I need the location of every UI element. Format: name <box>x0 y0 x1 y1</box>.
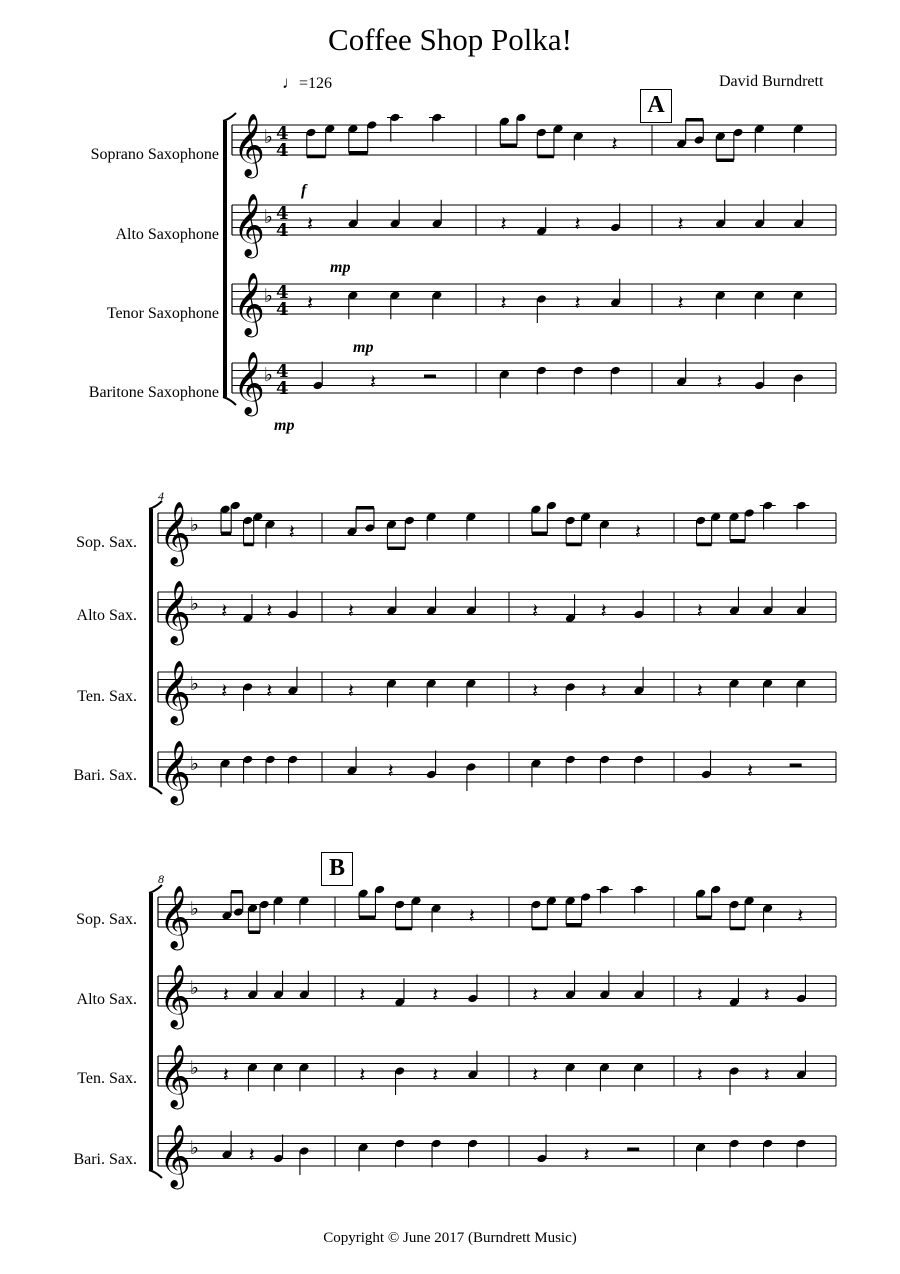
treble-clef-icon: 𝄞 <box>159 964 191 1027</box>
key-signature-flat-icon: ♭ <box>264 206 273 228</box>
dynamic-marking: f <box>301 182 307 199</box>
instrument-name-tenor: Ten. Sax. <box>77 1070 137 1087</box>
time-signature-bottom: 4 <box>276 220 289 241</box>
key-signature-flat-icon: ♭ <box>190 593 199 615</box>
quarter-rest-icon: 𝄽 <box>248 1142 255 1167</box>
quarter-rest-icon: 𝄽 <box>359 982 366 1007</box>
treble-clef-icon: 𝄞 <box>159 580 191 643</box>
key-signature-flat-icon: ♭ <box>190 514 199 536</box>
quarter-rest-icon: 𝄽 <box>634 519 641 544</box>
key-signature-flat-icon: ♭ <box>190 898 199 920</box>
treble-clef-icon: 𝄞 <box>159 1124 191 1187</box>
measure-number: 8 <box>158 872 164 886</box>
quarter-rest-icon: 𝄽 <box>432 1062 439 1087</box>
quarter-rest-icon: 𝄽 <box>574 290 581 315</box>
dynamic-marking: mp <box>353 339 374 356</box>
quarter-rest-icon: 𝄽 <box>500 290 507 315</box>
quarter-rest-icon: 𝄽 <box>677 211 684 236</box>
quarter-rest-icon: 𝄽 <box>222 982 229 1007</box>
quarter-rest-icon: 𝄽 <box>532 598 539 623</box>
quarter-rest-icon: 𝄽 <box>347 678 354 703</box>
rehearsal-mark-b: B <box>321 852 353 886</box>
quarter-rest-icon: 𝄽 <box>532 982 539 1007</box>
treble-clef-icon: 𝄞 <box>159 1044 191 1107</box>
half-rest-icon <box>424 375 436 379</box>
instrument-name-alto: Alto Sax. <box>76 607 137 624</box>
quarter-rest-icon: 𝄽 <box>387 758 394 783</box>
quarter-rest-icon: 𝄽 <box>307 290 314 315</box>
instrument-name-soprano: Sop. Sax. <box>76 534 137 551</box>
time-signature-top: 4 <box>276 361 289 382</box>
key-signature-flat-icon: ♭ <box>264 285 273 307</box>
measure-number: 4 <box>158 489 164 503</box>
page-title: Coffee Shop Polka! <box>328 22 572 57</box>
key-signature-flat-icon: ♭ <box>190 753 199 775</box>
quarter-rest-icon: 𝄽 <box>266 598 273 623</box>
key-signature-flat-icon: ♭ <box>190 1057 199 1079</box>
quarter-rest-icon: 𝄽 <box>763 1062 770 1087</box>
time-signature-bottom: 4 <box>276 378 289 399</box>
quarter-rest-icon: 𝄽 <box>222 1062 229 1087</box>
quarter-rest-icon: 𝄽 <box>500 211 507 236</box>
quarter-rest-icon: 𝄽 <box>468 903 475 928</box>
treble-clef-icon: 𝄞 <box>159 885 191 948</box>
quarter-rest-icon: 𝄽 <box>266 678 273 703</box>
quarter-rest-icon: 𝄽 <box>574 211 581 236</box>
treble-clef-icon: 𝄞 <box>233 193 265 256</box>
quarter-rest-icon: 𝄽 <box>532 1062 539 1087</box>
key-signature-flat-icon: ♭ <box>190 977 199 999</box>
quarter-rest-icon: 𝄽 <box>747 758 754 783</box>
instrument-name-tenor: Ten. Sax. <box>77 688 137 705</box>
quarter-rest-icon: 𝄽 <box>432 982 439 1007</box>
key-signature-flat-icon: ♭ <box>264 364 273 386</box>
time-signature-bottom: 4 <box>276 140 289 161</box>
tempo-value: =126 <box>299 75 333 92</box>
key-signature-flat-icon: ♭ <box>264 126 273 148</box>
quarter-rest-icon: 𝄽 <box>696 678 703 703</box>
treble-clef-icon: 𝄞 <box>233 351 265 414</box>
instrument-name-baritone: Bari. Sax. <box>73 1151 137 1168</box>
dynamic-marking: mp <box>330 259 351 276</box>
dynamic-marking: mp <box>274 417 295 434</box>
quarter-rest-icon: 𝄽 <box>583 1142 590 1167</box>
composer-name: David Burndrett <box>719 73 824 90</box>
time-signature-top: 4 <box>276 123 289 144</box>
instrument-name-tenor: Tenor Saxophone <box>106 305 219 322</box>
quarter-rest-icon: 𝄽 <box>611 131 618 156</box>
quarter-rest-icon: 𝄽 <box>307 211 314 236</box>
quarter-rest-icon: 𝄽 <box>797 903 804 928</box>
quarter-rest-icon: 𝄽 <box>221 598 228 623</box>
quarter-rest-icon: 𝄽 <box>600 598 607 623</box>
copyright-notice: Copyright © June 2017 (Burndrett Music) <box>323 1230 577 1246</box>
key-signature-flat-icon: ♭ <box>190 1137 199 1159</box>
key-signature-flat-icon: ♭ <box>190 673 199 695</box>
quarter-note-icon: ♩ <box>282 73 299 92</box>
instrument-name-baritone: Bari. Sax. <box>73 767 137 784</box>
quarter-rest-icon: 𝄽 <box>763 982 770 1007</box>
quarter-rest-icon: 𝄽 <box>600 678 607 703</box>
instrument-name-alto: Alto Saxophone <box>115 226 219 243</box>
treble-clef-icon: 𝄞 <box>159 501 191 564</box>
quarter-rest-icon: 𝄽 <box>716 369 723 394</box>
quarter-rest-icon: 𝄽 <box>696 598 703 623</box>
instrument-name-baritone: Baritone Saxophone <box>88 384 219 401</box>
time-signature-top: 4 <box>276 282 289 303</box>
half-rest-icon <box>790 764 802 768</box>
treble-clef-icon: 𝄞 <box>233 272 265 335</box>
quarter-rest-icon: 𝄽 <box>696 1062 703 1087</box>
quarter-rest-icon: 𝄽 <box>347 598 354 623</box>
instrument-name-soprano: Soprano Saxophone <box>90 146 219 163</box>
instrument-name-soprano: Sop. Sax. <box>76 911 137 928</box>
quarter-rest-icon: 𝄽 <box>696 982 703 1007</box>
rehearsal-mark-a: A <box>640 89 672 123</box>
quarter-rest-icon: 𝄽 <box>677 290 684 315</box>
treble-clef-icon: 𝄞 <box>233 113 265 176</box>
quarter-rest-icon: 𝄽 <box>221 678 228 703</box>
instrument-name-alto: Alto Sax. <box>76 991 137 1008</box>
time-signature-bottom: 4 <box>276 299 289 320</box>
treble-clef-icon: 𝄞 <box>159 740 191 803</box>
quarter-rest-icon: 𝄽 <box>370 369 377 394</box>
quarter-rest-icon: 𝄽 <box>359 1062 366 1087</box>
quarter-rest-icon: 𝄽 <box>532 678 539 703</box>
half-rest-icon <box>627 1148 639 1152</box>
treble-clef-icon: 𝄞 <box>159 660 191 723</box>
time-signature-top: 4 <box>276 203 289 224</box>
quarter-rest-icon: 𝄽 <box>288 519 295 544</box>
